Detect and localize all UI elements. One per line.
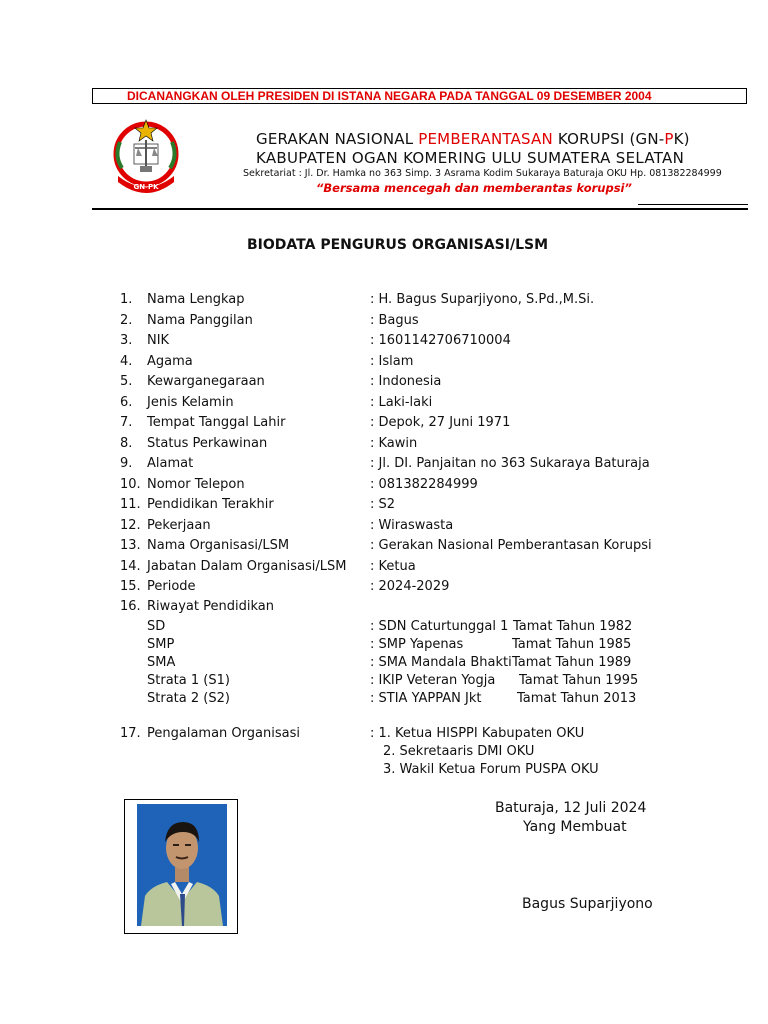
gnpk-logo: [104, 116, 188, 200]
edu-year: Tamat Tahun 2013: [517, 691, 637, 706]
header-line1-a: GERAKAN NASIONAL: [256, 130, 419, 148]
field-value: : Islam: [370, 354, 414, 369]
field-value: : Laki-laki: [370, 395, 433, 410]
field-label: Kewarganegaraan: [147, 374, 265, 389]
edu-year: Tamat Tahun 1985: [512, 637, 632, 652]
header-line1-b: PEMBERANTASAN: [418, 130, 553, 148]
field-number: 11.: [120, 497, 141, 512]
edu-year: Tamat Tahun 1989: [512, 655, 632, 670]
edu-level: Strata 1 (S1): [147, 673, 230, 688]
field-value: : Gerakan Nasional Pemberantasan Korupsi: [370, 538, 652, 553]
field-label: Agama: [147, 354, 193, 369]
field-value: : Depok, 27 Juni 1971: [370, 415, 511, 430]
field-value: : Indonesia: [370, 374, 442, 389]
header-line1-d: P: [664, 130, 674, 148]
field-label: Nama Panggilan: [147, 313, 253, 328]
field-label: Alamat: [147, 456, 194, 471]
experience-item: 3. Wakil Ketua Forum PUSPA OKU: [383, 762, 599, 777]
edu-level: SMP: [147, 637, 175, 652]
field-value: : Jl. DI. Panjaitan no 363 Sukaraya Baturaja: [370, 456, 650, 471]
field-value: : Ketua: [370, 559, 416, 574]
portrait-photo: [137, 804, 227, 926]
field-number: 5.: [120, 374, 133, 389]
edu-school: : SMA Mandala Bhakti: [370, 655, 512, 670]
edu-level: Strata 2 (S2): [147, 691, 230, 706]
logo-text: GN-PK: [133, 183, 159, 191]
page-title: BIODATA PENGURUS ORGANISASI/LSM: [247, 237, 549, 253]
header-line1-c: KORUPSI (GN-: [552, 130, 665, 148]
edu-year: Tamat Tahun 1995: [519, 673, 639, 688]
field-number: 7.: [120, 415, 133, 430]
field-value: : Bagus: [370, 313, 419, 328]
edu-level: SD: [147, 619, 166, 634]
field-label: Periode: [147, 579, 196, 594]
field-number: 10.: [120, 477, 141, 492]
field-number: 14.: [120, 559, 141, 574]
field-label: Nama Organisasi/LSM: [147, 538, 290, 553]
edu-year: Tamat Tahun 1982: [513, 619, 633, 634]
edu-school: : IKIP Veteran Yogja: [370, 673, 496, 688]
signature-place-date: Baturaja, 12 Juli 2024: [495, 800, 647, 816]
header-org-name: [256, 130, 690, 148]
signature-name: Bagus Suparjiyono: [522, 896, 653, 912]
field-label: Nama Lengkap: [147, 292, 245, 307]
field-value: : 081382284999: [370, 477, 478, 492]
field-value: : Wiraswasta: [370, 518, 454, 533]
field-value: : H. Bagus Suparjiyono, S.Pd.,M.Si.: [370, 292, 595, 307]
field-label: Tempat Tanggal Lahir: [147, 415, 286, 430]
field-value: : Kawin: [370, 436, 418, 451]
header-address: Sekretariat : Jl. Dr. Hamka no 363 Simp. 3 Asrama Kodim Sukaraya Baturaja OKU Hp. 081382284999: [243, 168, 722, 179]
header-region: KABUPATEN OGAN KOMERING ULU SUMATERA SELATAN: [256, 149, 685, 167]
header-line1-e: K): [673, 130, 690, 148]
edu-school: : SDN Caturtunggal 1: [370, 619, 509, 634]
experience-item: 2. Sekretaaris DMI OKU: [383, 744, 535, 759]
header-motto: “Bersama mencegah dan memberantas korupsi”: [316, 181, 632, 195]
experience-item: : 1. Ketua HISPPI Kabupaten OKU: [370, 726, 585, 741]
experience-num: 17.: [120, 726, 141, 741]
field-label: Status Perkawinan: [147, 436, 268, 451]
field-number: 16.: [120, 599, 141, 614]
field-number: 3.: [120, 333, 133, 348]
field-number: 1.: [120, 292, 133, 307]
field-label: Jenis Kelamin: [147, 395, 234, 410]
field-number: 15.: [120, 579, 141, 594]
edu-level: SMA: [147, 655, 176, 670]
field-number: 8.: [120, 436, 133, 451]
field-number: 4.: [120, 354, 133, 369]
field-label: Pekerjaan: [147, 518, 211, 533]
field-label: Pendidikan Terakhir: [147, 497, 274, 512]
field-label: Jabatan Dalam Organisasi/LSM: [147, 559, 347, 574]
edu-school: : STIA YAPPAN Jkt: [370, 691, 482, 706]
field-number: 6.: [120, 395, 133, 410]
header-divider-top: [638, 204, 748, 205]
field-label: Riwayat Pendidikan: [147, 599, 274, 614]
field-value: : 2024-2029: [370, 579, 450, 594]
field-value: : S2: [370, 497, 396, 512]
experience-label: Pengalaman Organisasi: [147, 726, 300, 741]
banner-text: DICANANGKAN OLEH PRESIDEN DI ISTANA NEGARA PADA TANGGAL 09 DESEMBER 2004: [127, 89, 652, 103]
field-label: NIK: [147, 333, 170, 348]
signature-role: Yang Membuat: [523, 819, 627, 835]
field-number: 2.: [120, 313, 133, 328]
field-number: 9.: [120, 456, 133, 471]
field-label: Nomor Telepon: [147, 477, 245, 492]
field-number: 13.: [120, 538, 141, 553]
edu-school: : SMP Yapenas: [370, 637, 464, 652]
header-divider: [92, 208, 748, 210]
field-number: 12.: [120, 518, 141, 533]
banner-box: [92, 88, 747, 104]
field-value: : 1601142706710004: [370, 333, 511, 348]
